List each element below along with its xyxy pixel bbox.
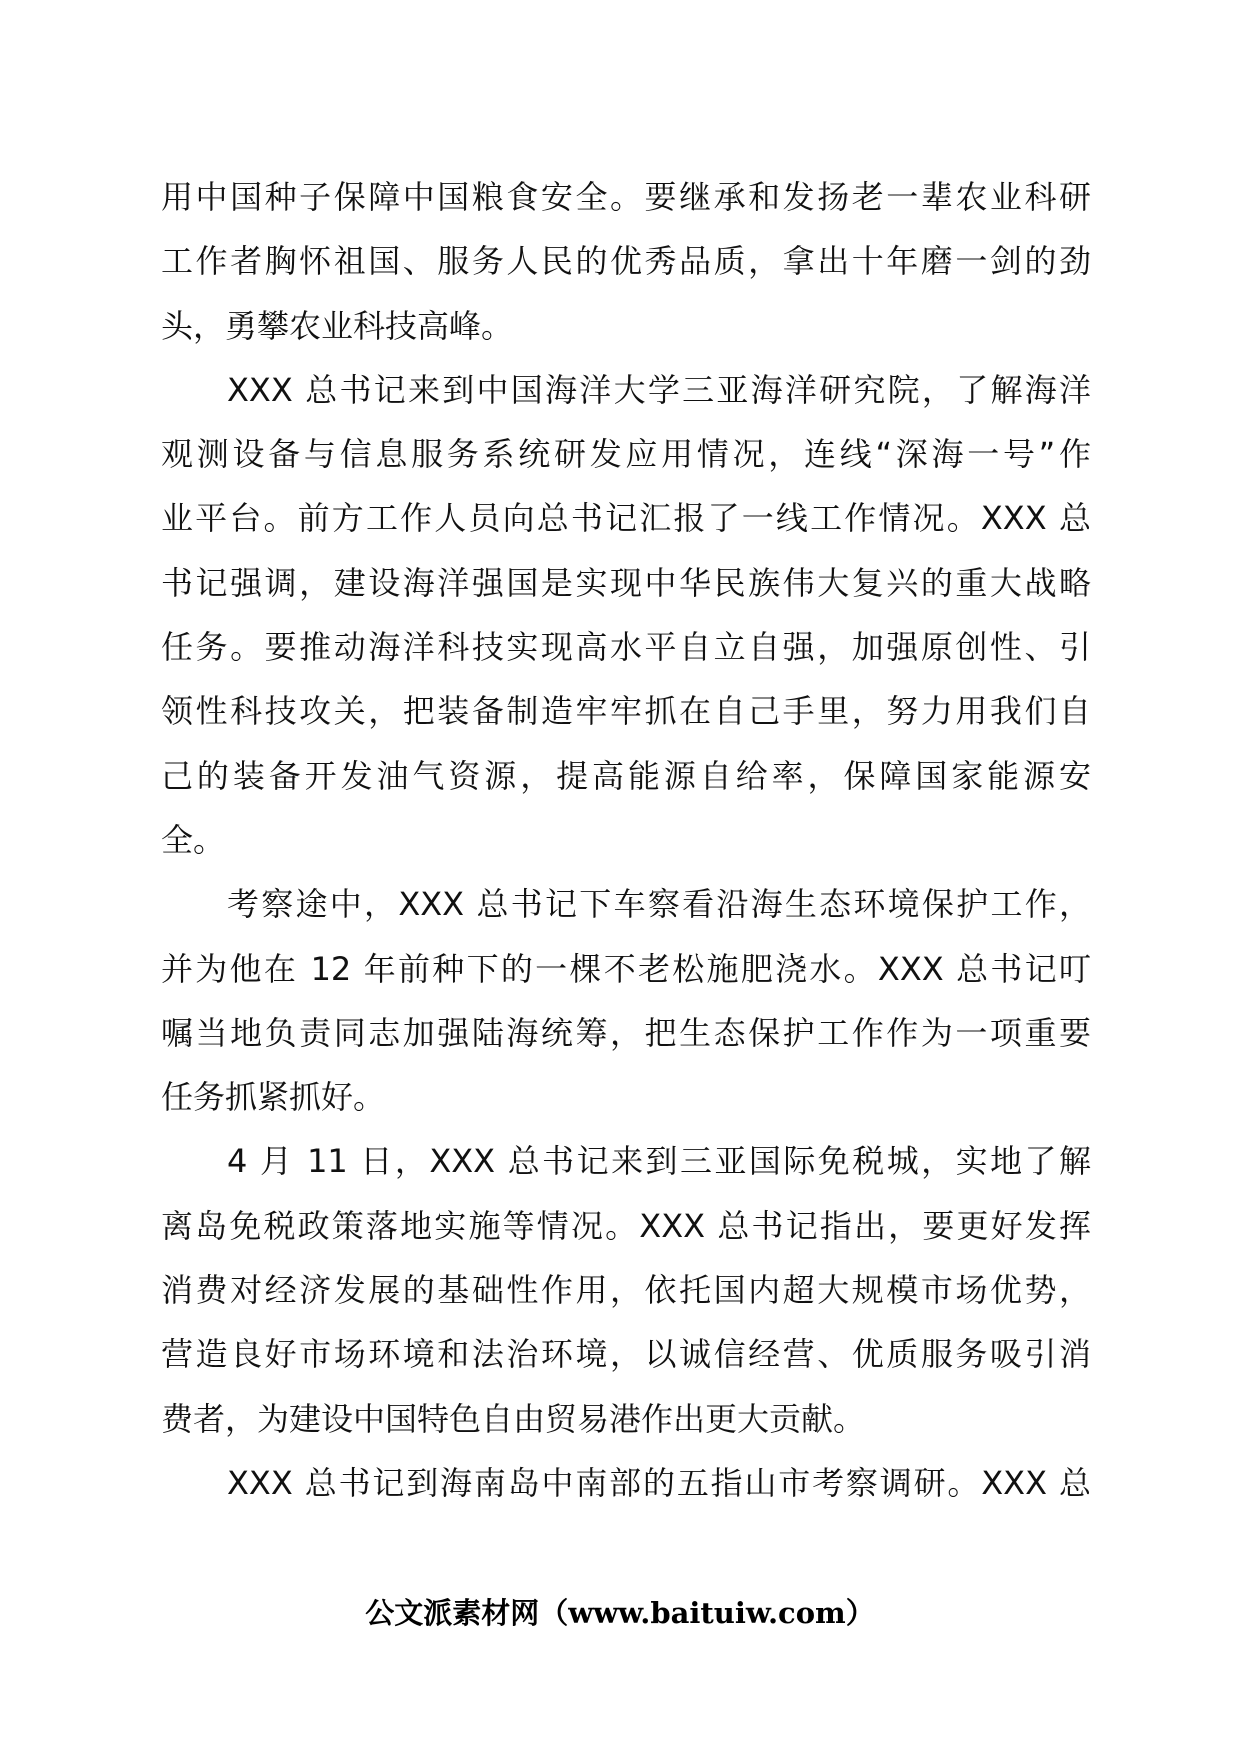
paragraph bbox=[161, 358, 1091, 872]
text-line: 观测设备与信息服务系统研发应用情况，连线“深海一号”作 bbox=[161, 435, 1091, 474]
text-line: 领性科技攻关，把装备制造牢牢抓在自己手里，努力用我们自 bbox=[161, 692, 1091, 731]
text-line: 并为他在 12 年前种下的一棵不老松施肥浇水。XXX 总书记叮 bbox=[161, 949, 1091, 988]
text-line: 费者，为建设中国特色自由贸易港作出更大贡献。 bbox=[161, 1399, 866, 1438]
document-body bbox=[161, 165, 1091, 1515]
text-line: 营造良好市场环境和法治环境，以诚信经营、优质服务吸引消 bbox=[161, 1335, 1091, 1374]
text-line: 用中国种子保障中国粮食安全。要继承和发扬老一辈农业科研 bbox=[161, 178, 1091, 216]
text-line: 业平台。前方工作人员向总书记汇报了一线工作情况。XXX 总 bbox=[161, 499, 1091, 538]
text-line: 离岛免税政策落地实施等情况。XXX 总书记指出，要更好发挥 bbox=[161, 1206, 1091, 1245]
text-line: 任务。要推动海洋科技实现高水平自立自强，加强原创性、引 bbox=[161, 628, 1091, 667]
text-line: 头，勇攀农业科技高峰。 bbox=[161, 306, 514, 345]
text-line: 任务抓紧抓好。 bbox=[161, 1078, 386, 1117]
paragraph bbox=[161, 872, 1091, 1129]
text-line: 工作者胸怀祖国、服务人民的优秀品质，拿出十年磨一剑的劲 bbox=[161, 242, 1091, 281]
page-footer: 公文派素材网（www.baituiw.com） bbox=[365, 1596, 875, 1630]
text-line: 嘱当地负责同志加强陆海统筹，把生态保护工作作为一项重要 bbox=[161, 1013, 1091, 1052]
text-line: 消费对经济发展的基础性作用，依托国内超大规模市场优势， bbox=[161, 1271, 1091, 1310]
paragraph bbox=[161, 1129, 1091, 1450]
paragraph bbox=[161, 165, 1091, 358]
text-line: 4 月 11 日，XXX 总书记来到三亚国际免税城，实地了解 bbox=[227, 1142, 1091, 1181]
paragraph bbox=[161, 1451, 1091, 1515]
text-line: 考察途中，XXX 总书记下车察看沿海生态环境保护工作， bbox=[227, 885, 1091, 924]
text-line: XXX 总书记到海南岛中南部的五指山市考察调研。XXX 总 bbox=[227, 1463, 1091, 1502]
text-line: XXX 总书记来到中国海洋大学三亚海洋研究院，了解海洋 bbox=[227, 370, 1091, 409]
text-line: 书记强调，建设海洋强国是实现中华民族伟大复兴的重大战略 bbox=[161, 563, 1091, 602]
text-line: 己的装备开发油气资源，提高能源自给率，保障国家能源安 bbox=[161, 756, 1091, 795]
text-line: 全。 bbox=[161, 820, 226, 859]
